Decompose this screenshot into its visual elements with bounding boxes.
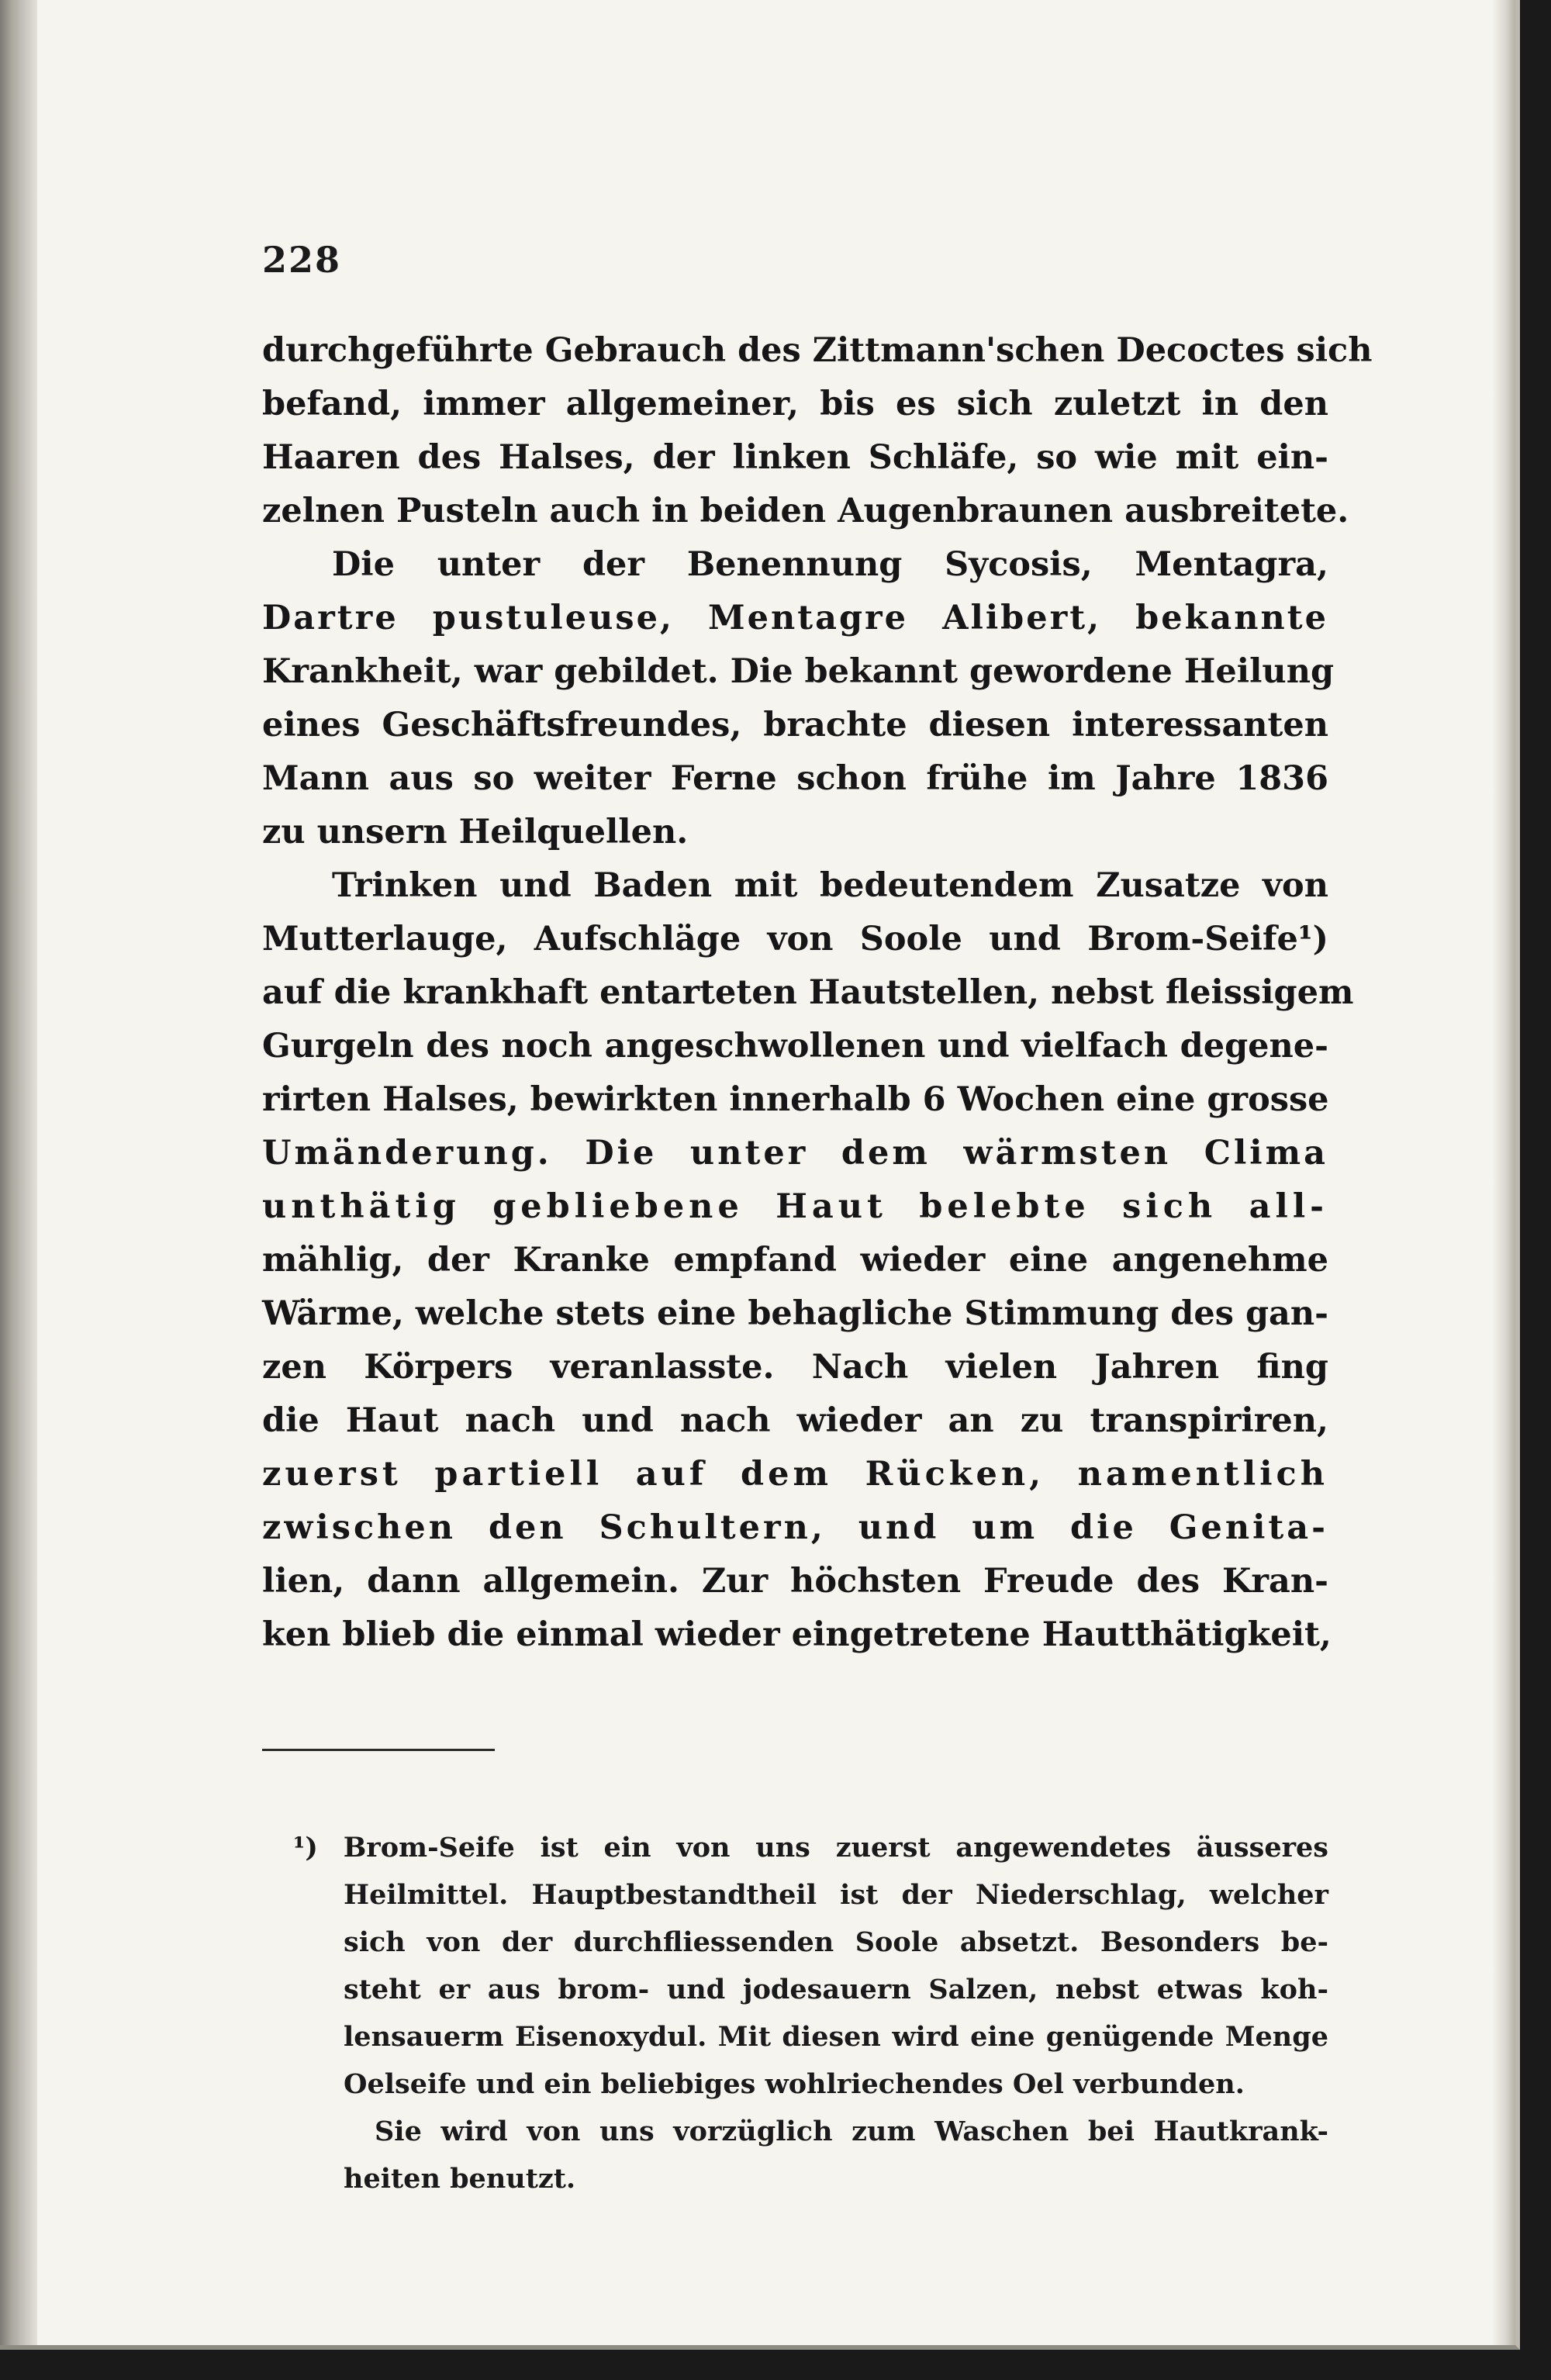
- page-number: 228: [262, 239, 342, 281]
- text-line: lien, dann allgemein. Zur höchsten Freude des Kran-: [262, 1562, 1328, 1601]
- text-line: durchgeführte Gebrauch des Zittmann'schen Decoctes sich: [262, 331, 1373, 370]
- text-line: Wärme, welche stets eine behagliche Stimmung des gan-: [262, 1294, 1328, 1333]
- text-line: Trinken und Baden mit bedeutendem Zusatze von: [332, 866, 1328, 905]
- text-line: unthätig gebliebene Haut belebte sich all-: [262, 1187, 1328, 1226]
- text-line: zelnen Pusteln auch in beiden Augenbraunen ausbreitete.: [262, 492, 1349, 530]
- text-line: Mutterlauge, Aufschläge von Soole und Brom-Seife¹): [262, 920, 1328, 959]
- text-line: zen Körpers veranlasste. Nach vielen Jahren fing: [262, 1348, 1328, 1387]
- text-line: mählig, der Kranke empfand wieder eine angenehme: [262, 1241, 1328, 1280]
- text-line: befand, immer allgemeiner, bis es sich zuletzt in den: [262, 385, 1328, 423]
- text-line: eines Geschäftsfreundes, brachte diesen interessanten: [262, 706, 1328, 744]
- footnote-line: Heilmittel. Hauptbestandtheil ist der Niederschlag, welcher: [344, 1879, 1328, 1911]
- footnote-line: sich von der durchfliessenden Soole absetzt. Besonders be-: [344, 1926, 1328, 1958]
- text-line: Gurgeln des noch angeschwollenen und vielfach degene-: [262, 1027, 1328, 1066]
- main-text: [262, 324, 1373, 1662]
- footnote-line: Sie wird von uns vorzüglich zum Waschen bei Hautkrank-: [375, 2116, 1328, 2147]
- binding-gutter: [0, 0, 37, 2345]
- text-line: zuerst partiell auf dem Rücken, namentlich: [262, 1455, 1328, 1494]
- footnote-line: steht er aus brom- und jodesauern Salzen, nebst etwas koh-: [344, 1974, 1328, 2005]
- text-line: Haaren des Halses, der linken Schläfe, so wie mit ein-: [262, 438, 1328, 477]
- footnote-line: ¹) Brom-Seife ist ein von uns zuerst angewendetes äusseres: [293, 1832, 1328, 1864]
- footnote-line: Oelseife und ein beliebiges wohlriechendes Oel verbunden.: [344, 2068, 1245, 2100]
- footnote-line: lensauerm Eisenoxydul. Mit diesen wird eine genügende Menge: [344, 2021, 1328, 2053]
- page-edge: [1492, 0, 1515, 2345]
- text-line: Umänderung. Die unter dem wärmsten Clima: [262, 1134, 1328, 1173]
- text-line: ken blieb die einmal wieder eingetretene Hautthätigkeit,: [262, 1615, 1332, 1654]
- text-line: zwischen den Schultern, und um die Genita-: [262, 1508, 1328, 1547]
- text-line: rirten Halses, bewirkten innerhalb 6 Wochen eine grosse: [262, 1080, 1329, 1119]
- text-line: die Haut nach und nach wieder an zu transpiriren,: [262, 1401, 1328, 1440]
- footnote-divider: [262, 1749, 495, 1751]
- text-line: zu unsern Heilquellen.: [262, 813, 689, 851]
- text-line: Krankheit, war gebildet. Die bekannt gewordene Heilung: [262, 652, 1335, 691]
- text-line: auf die krankhaft entarteten Hautstellen, nebst fleissigem: [262, 973, 1354, 1012]
- footnote-line: heiten benutzt.: [344, 2163, 576, 2195]
- footnote: [262, 1824, 1328, 2202]
- text-line: Mann aus so weiter Ferne schon frühe im Jahre 1836: [262, 759, 1328, 798]
- text-line: Dartre pustuleuse, Mentagre Alibert, bekannte: [262, 599, 1328, 637]
- text-line: Die unter der Benennung Sycosis, Mentagra,: [332, 545, 1328, 584]
